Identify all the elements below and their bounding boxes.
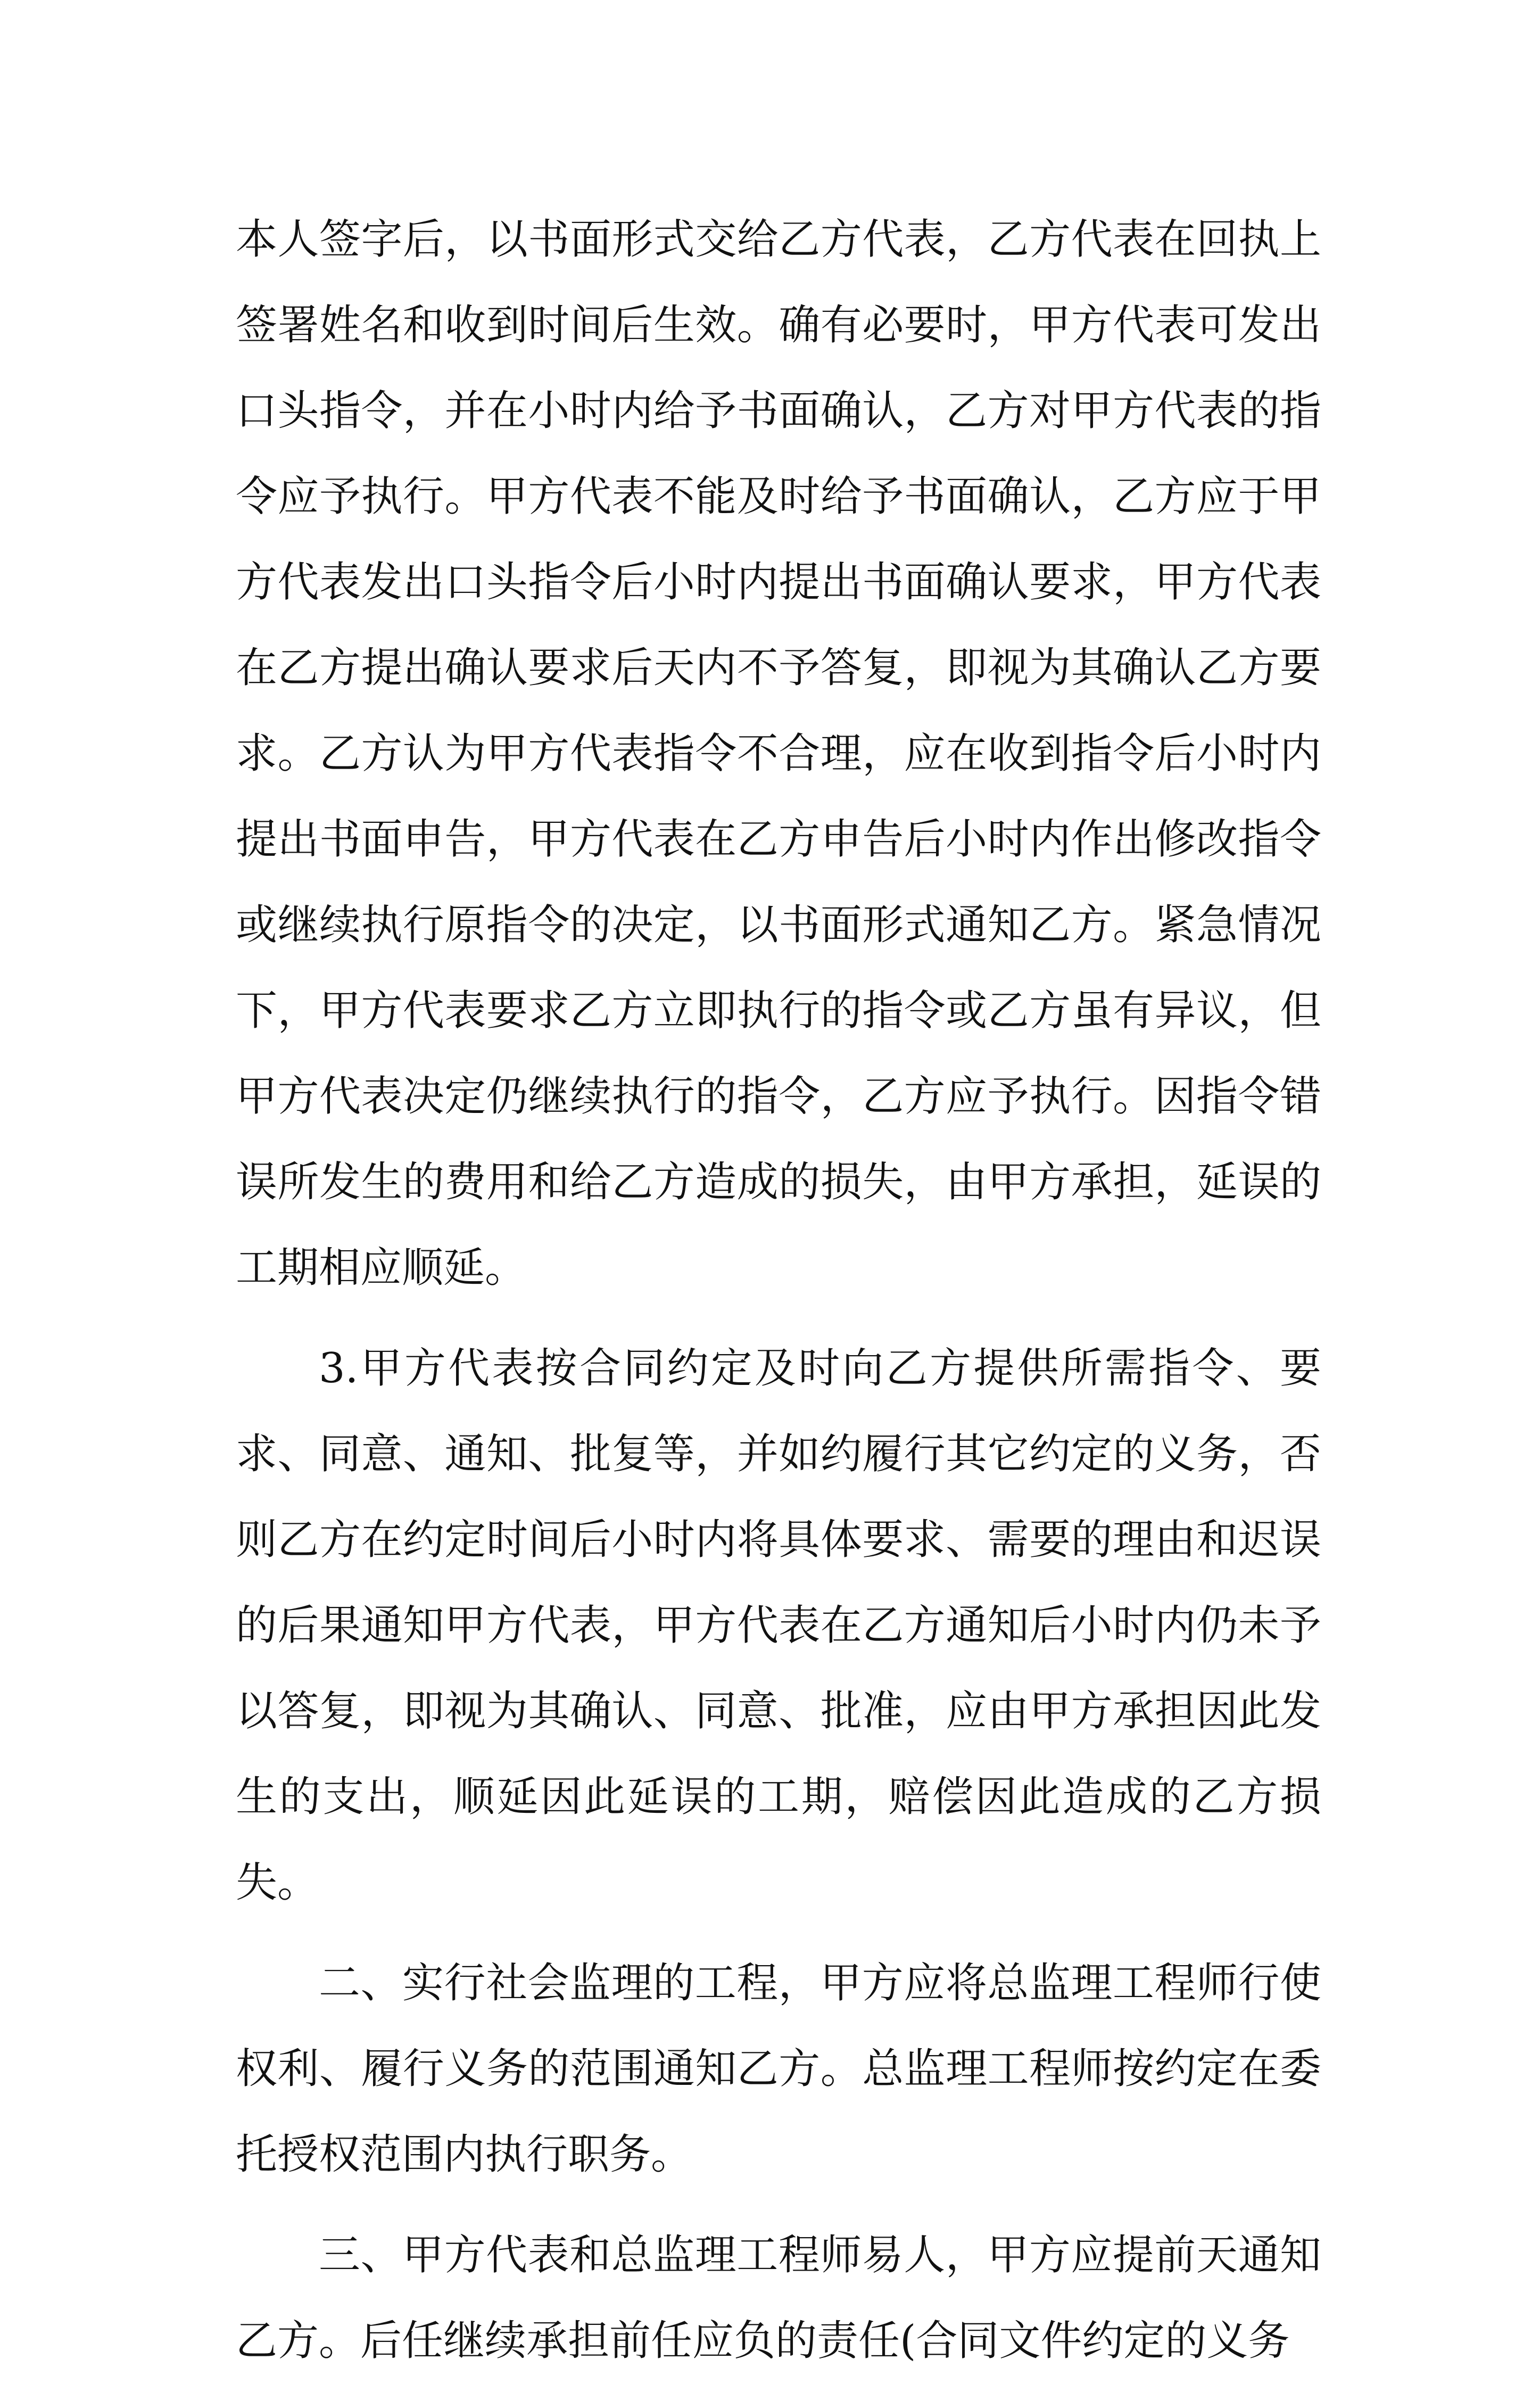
document-body: [236, 197, 1321, 2384]
paragraph-continuation: 本人签字后，以书面形式交给乙方代表，乙方代表在回执上签署姓名和收到时间后生效。确有必要时，甲方代表可发出口头指令，并在小时内给予书面确认，乙方对甲方代表的指令应予执行。甲方代表不能及时给予书面确认，乙方应于甲方代表发出口头指令后小时内提出书面确认要求，甲方代表在乙方提出确认要求后天内不予答复，即视为其确认乙方要求。乙方认为甲方代表指令不合理，应在收到指令后小时内提出书面申告，甲方代表在乙方申告后小时内作出修改指令或继续执行原指令的决定，以书面形式通知乙方。紧急情况下，甲方代表要求乙方立即执行的指令或乙方虽有异议，但甲方代表决定仍继续执行的指令，乙方应予执行。因指令错误所发生的费用和给乙方造成的损失，由甲方承担，延误的工期相应顺延。: [236, 216, 1321, 1292]
paragraph-clause-3: 3.甲方代表按合同约定及时向乙方提供所需指令、要求、同意、通知、批复等，并如约履行其它约定的义务，否则乙方在约定时间后小时内将具体要求、需要的理由和迟误的后果通知甲方代表，甲方代表在乙方通知后小时内仍未予以答复，即视为其确认、同意、批准，应由甲方承担因此发生的支出，顺延因此延误的工期，赔偿因此造成的乙方损失。: [236, 1344, 1321, 1907]
paragraph-section-3: 三、甲方代表和总监理工程师易人，甲方应提前天通知乙方。后任继续承担前任应负的责任(合同文件约定的义务: [236, 2231, 1321, 2365]
paragraph-section-2: 二、实行社会监理的工程，甲方应将总监理工程师行使权利、履行义务的范围通知乙方。总监理工程师按约定在委托授权范围内执行职务。: [236, 1959, 1321, 2179]
